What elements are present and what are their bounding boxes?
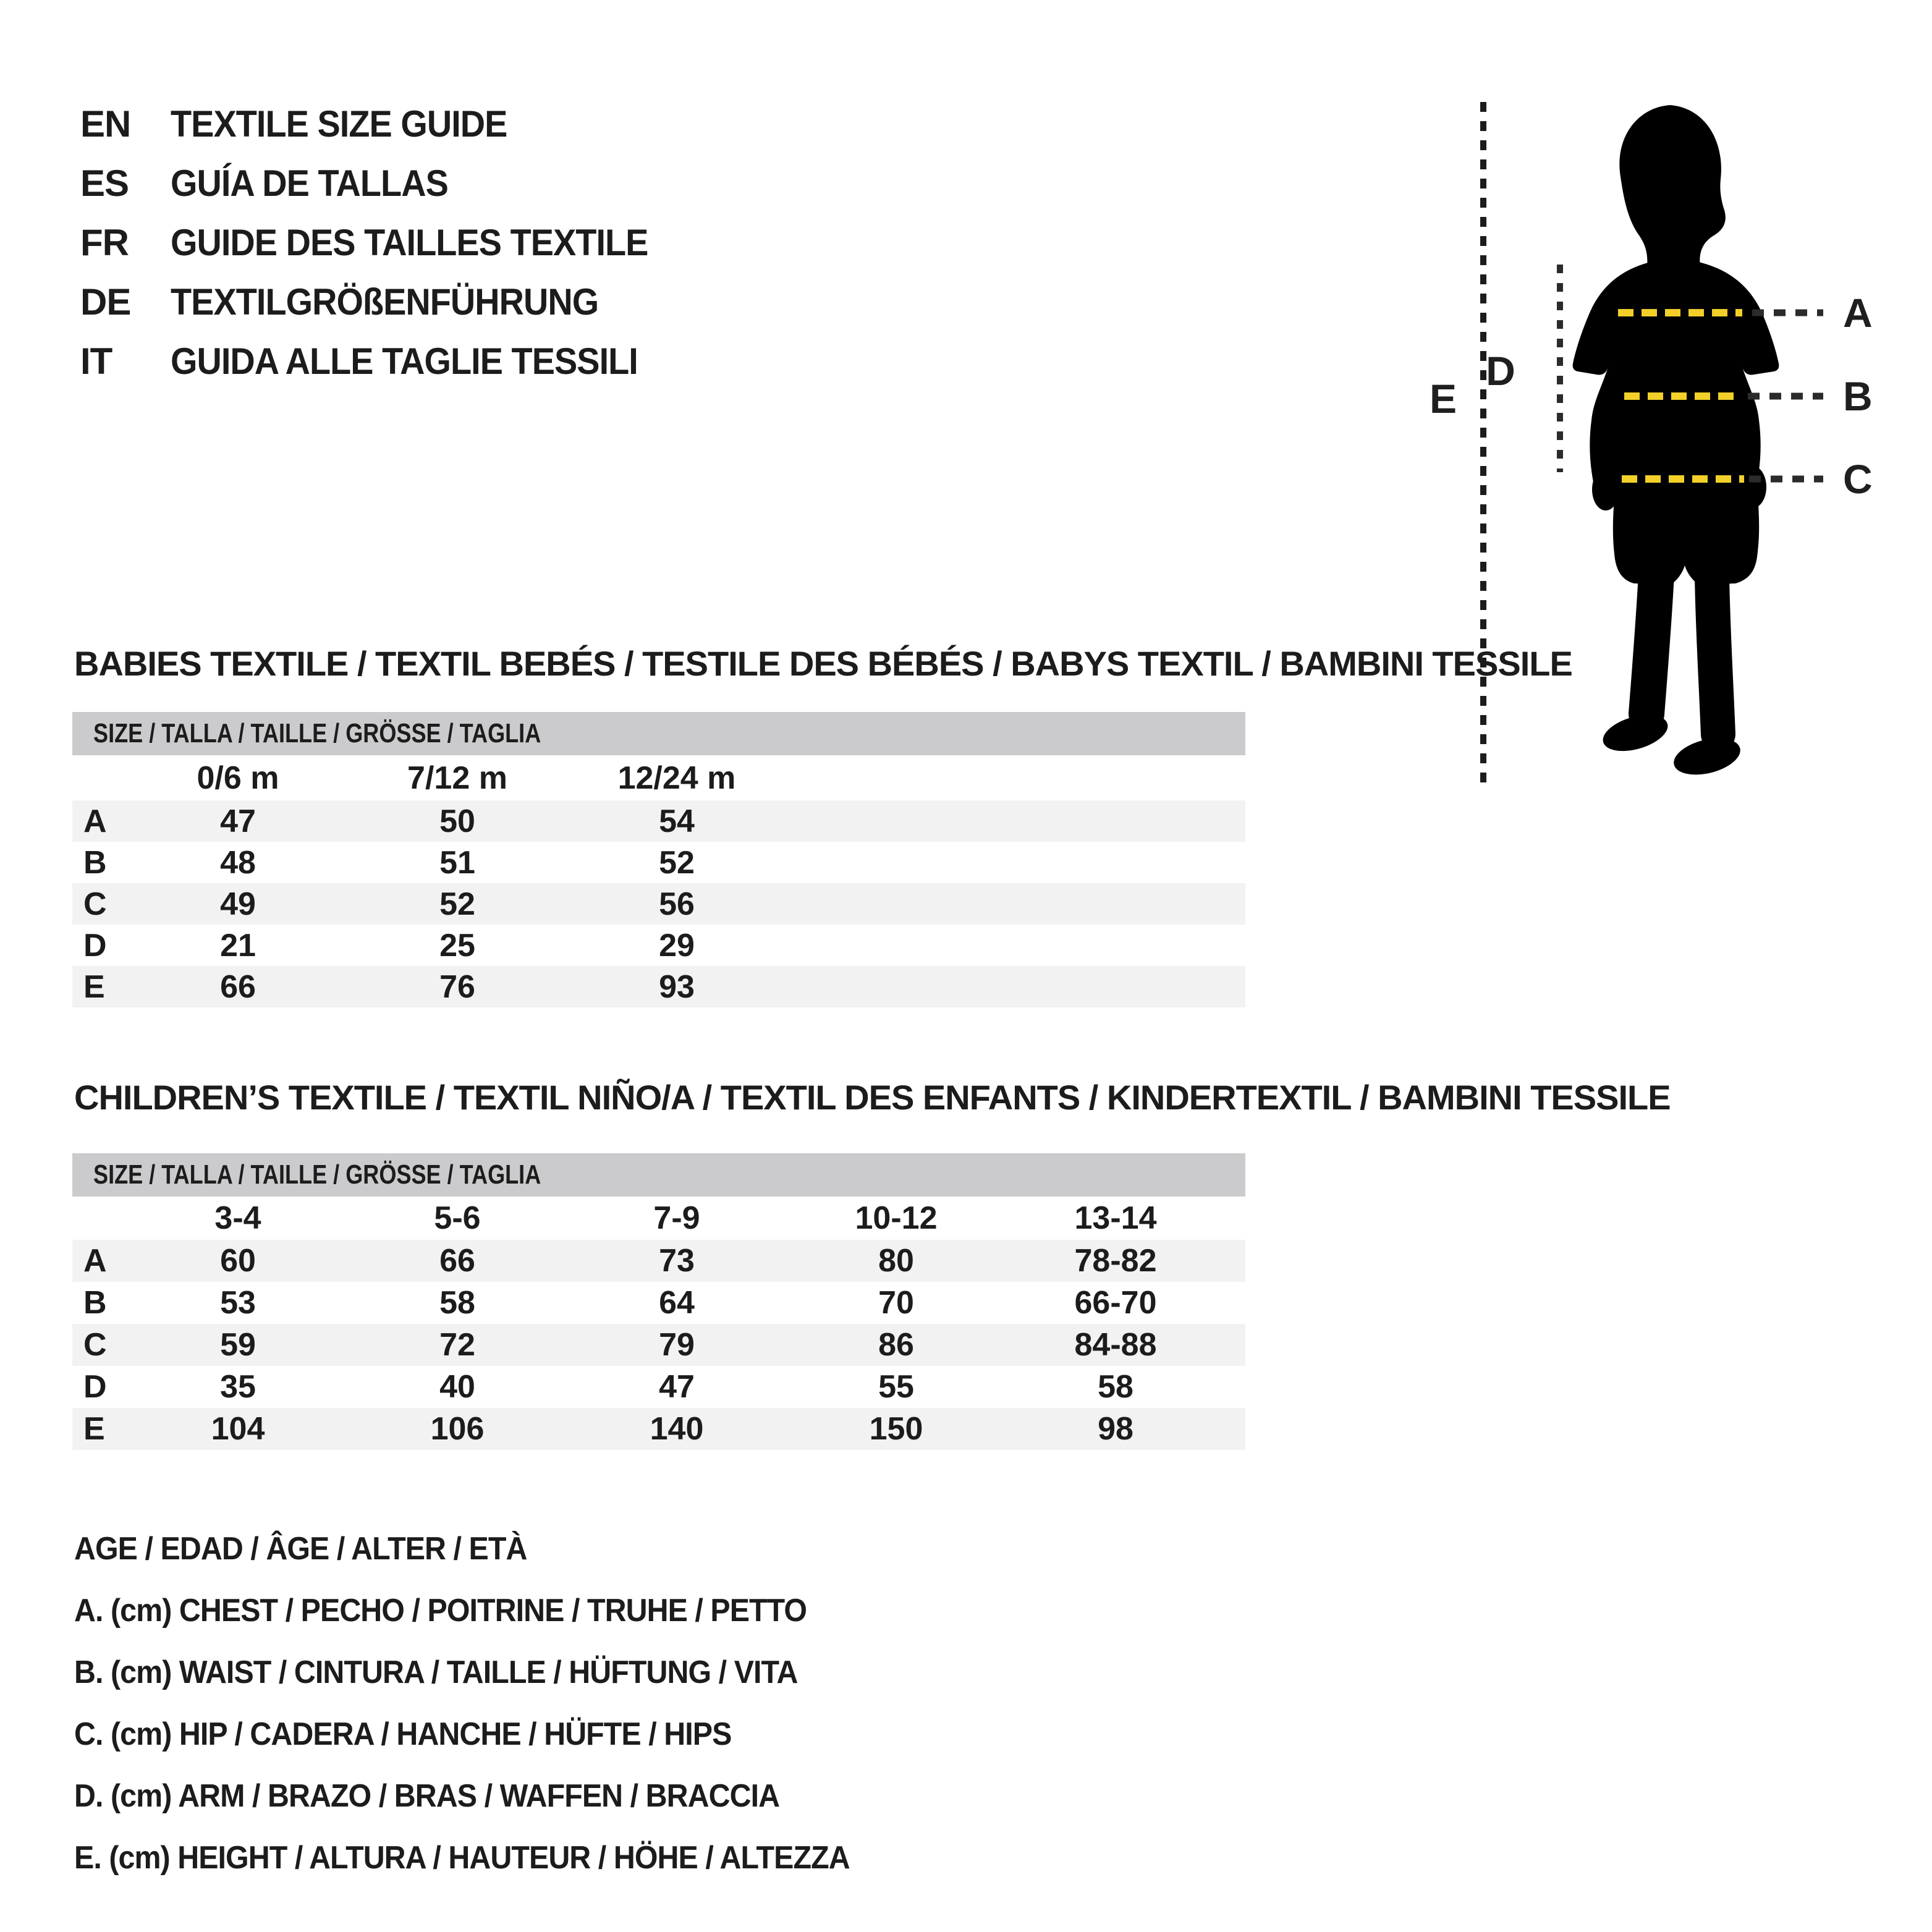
row-label: B	[83, 844, 107, 881]
language-code: ES	[80, 162, 129, 204]
legend-age	[74, 1518, 908, 1580]
row-label: B	[83, 1285, 107, 1321]
table-row	[72, 1408, 1245, 1450]
silhouette-head	[1619, 105, 1726, 267]
babies-column-headers	[72, 755, 1245, 800]
legend-arm	[74, 1765, 908, 1827]
table-cell: 86	[878, 1327, 914, 1363]
table-cell: 40	[439, 1369, 475, 1405]
language-row-it	[80, 331, 684, 391]
table-cell: 49	[220, 886, 256, 922]
measurement-legend	[74, 1518, 908, 1889]
children-size-table	[72, 1153, 1245, 1450]
legend-chest	[74, 1580, 908, 1642]
table-cell: 25	[439, 927, 475, 964]
table-cell: 79	[659, 1327, 695, 1363]
column-header: 5-6	[434, 1200, 481, 1236]
table-cell: 60	[220, 1243, 256, 1279]
row-label: E	[83, 968, 105, 1005]
guide-title-en: TEXTILE SIZE GUIDE	[171, 103, 507, 145]
column-header: 3-4	[214, 1200, 261, 1236]
table-row	[72, 966, 1245, 1007]
size-header-bar	[72, 712, 1245, 755]
language-code: DE	[80, 281, 131, 323]
guide-title-it: GUIDA ALLE TAGLIE TESSILI	[171, 340, 638, 382]
table-cell: 66-70	[1074, 1285, 1157, 1321]
table-cell: 104	[211, 1411, 265, 1447]
column-header: 7-9	[653, 1200, 700, 1236]
table-cell: 35	[220, 1369, 256, 1405]
table-cell: 80	[878, 1243, 914, 1279]
row-label: A	[83, 1243, 107, 1279]
table-row	[72, 925, 1245, 966]
legend-chest-text: A. (cm) CHEST / PECHO / POITRINE / TRUHE / PETTO	[74, 1593, 807, 1629]
table-cell: 55	[878, 1369, 914, 1405]
table-cell: 52	[659, 844, 695, 881]
column-header: 12/24 m	[617, 760, 736, 796]
table-cell: 29	[659, 927, 695, 964]
waist-label: B	[1843, 373, 1873, 419]
guide-title-es: GUÍA DE TALLAS	[171, 162, 448, 204]
row-label: A	[83, 803, 107, 839]
row-label: E	[83, 1411, 105, 1447]
table-cell: 58	[1098, 1369, 1133, 1405]
children-column-headers	[72, 1197, 1245, 1240]
size-header-label: SIZE / TALLA / TAILLE / GRÖSSE / TAGLIA	[93, 718, 541, 748]
guide-title-fr: GUIDE DES TAILLES TEXTILE	[171, 221, 648, 263]
size-header-bar	[72, 1153, 1245, 1197]
hip-label: C	[1843, 456, 1873, 502]
table-row	[72, 1324, 1245, 1366]
guide-title-de: TEXTILGRÖßENFÜHRUNG	[171, 281, 599, 323]
table-cell: 66	[220, 968, 256, 1005]
legend-height-text: E. (cm) HEIGHT / ALTURA / HAUTEUR / HÖHE / ALTEZZA	[74, 1840, 850, 1876]
silhouette-torso	[1573, 259, 1779, 491]
table-cell: 51	[439, 844, 475, 881]
row-label: D	[83, 927, 107, 964]
legend-age-text: AGE / EDAD / ÂGE / ALTER / ETÀ	[74, 1531, 527, 1567]
table-cell: 73	[659, 1243, 695, 1279]
table-row	[72, 883, 1245, 925]
height-label: E	[1429, 376, 1457, 422]
language-row-fr	[80, 213, 684, 272]
table-cell: 53	[220, 1285, 256, 1321]
language-code: FR	[80, 221, 129, 263]
table-cell: 98	[1098, 1411, 1133, 1447]
table-cell: 48	[220, 844, 256, 881]
column-header: 10-12	[855, 1200, 938, 1236]
table-cell: 47	[659, 1369, 695, 1405]
table-cell: 72	[439, 1327, 475, 1363]
child-silhouette-icon	[1573, 105, 1779, 781]
table-cell: 70	[878, 1285, 914, 1321]
row-label: C	[83, 1327, 107, 1363]
table-cell: 150	[869, 1411, 923, 1447]
column-header: 0/6 m	[197, 760, 279, 796]
chest-label: A	[1843, 290, 1873, 336]
table-cell: 52	[439, 886, 475, 922]
column-header: 13-14	[1074, 1200, 1157, 1236]
legend-hip-text: C. (cm) HIP / CADERA / HANCHE / HÜFTE / HIPS	[74, 1716, 732, 1752]
column-header: 7/12 m	[407, 760, 507, 796]
table-cell: 50	[439, 803, 475, 839]
table-cell: 21	[220, 927, 256, 964]
table-cell: 58	[439, 1285, 475, 1321]
table-row	[72, 842, 1245, 883]
language-row-en	[80, 94, 684, 153]
table-cell: 106	[430, 1411, 485, 1447]
legend-arm-text: D. (cm) ARM / BRAZO / BRAS / WAFFEN / BRACCIA	[74, 1778, 780, 1814]
arm-label: D	[1486, 348, 1515, 394]
table-row	[72, 1282, 1245, 1324]
table-row	[72, 1366, 1245, 1408]
table-cell: 54	[659, 803, 695, 839]
table-row	[72, 800, 1245, 842]
language-row-de	[80, 272, 684, 331]
babies-section-title: BABIES TEXTILE / TEXTIL BEBÉS / TESTILE DES BÉBÉS / BABYS TEXTIL / BAMBINI TESSILE	[74, 644, 1572, 683]
table-cell: 64	[659, 1285, 695, 1321]
table-row	[72, 1240, 1245, 1282]
table-cell: 78-82	[1074, 1243, 1157, 1279]
legend-waist	[74, 1642, 908, 1703]
table-cell: 56	[659, 886, 695, 922]
legend-hip	[74, 1703, 908, 1765]
legend-height	[74, 1827, 908, 1889]
table-cell: 76	[439, 968, 475, 1005]
children-section-title: CHILDREN’S TEXTILE / TEXTIL NIÑO/A / TEXTIL DES ENFANTS / KINDERTEXTIL / BAMBINI TESSILE	[74, 1078, 1671, 1117]
table-cell: 140	[650, 1411, 704, 1447]
row-label: D	[83, 1369, 107, 1405]
babies-size-table	[72, 712, 1245, 1007]
silhouette-left-leg	[1646, 575, 1656, 714]
silhouette-shorts	[1606, 482, 1759, 585]
size-header-label: SIZE / TALLA / TAILLE / GRÖSSE / TAGLIA	[93, 1159, 541, 1190]
table-cell: 66	[439, 1243, 475, 1279]
table-cell: 47	[220, 803, 256, 839]
measurement-figure	[1391, 87, 1932, 807]
table-cell: 93	[659, 968, 695, 1005]
row-label: C	[83, 886, 107, 922]
table-cell: 84-88	[1074, 1327, 1157, 1363]
legend-waist-text: B. (cm) WAIST / CINTURA / TAILLE / HÜFTUNG / VITA	[74, 1654, 798, 1690]
language-title-list	[80, 94, 684, 391]
table-cell: 59	[220, 1327, 256, 1363]
language-row-es	[80, 153, 684, 213]
language-code: EN	[80, 103, 131, 145]
silhouette-right-leg	[1712, 575, 1718, 734]
language-code: IT	[80, 340, 112, 382]
